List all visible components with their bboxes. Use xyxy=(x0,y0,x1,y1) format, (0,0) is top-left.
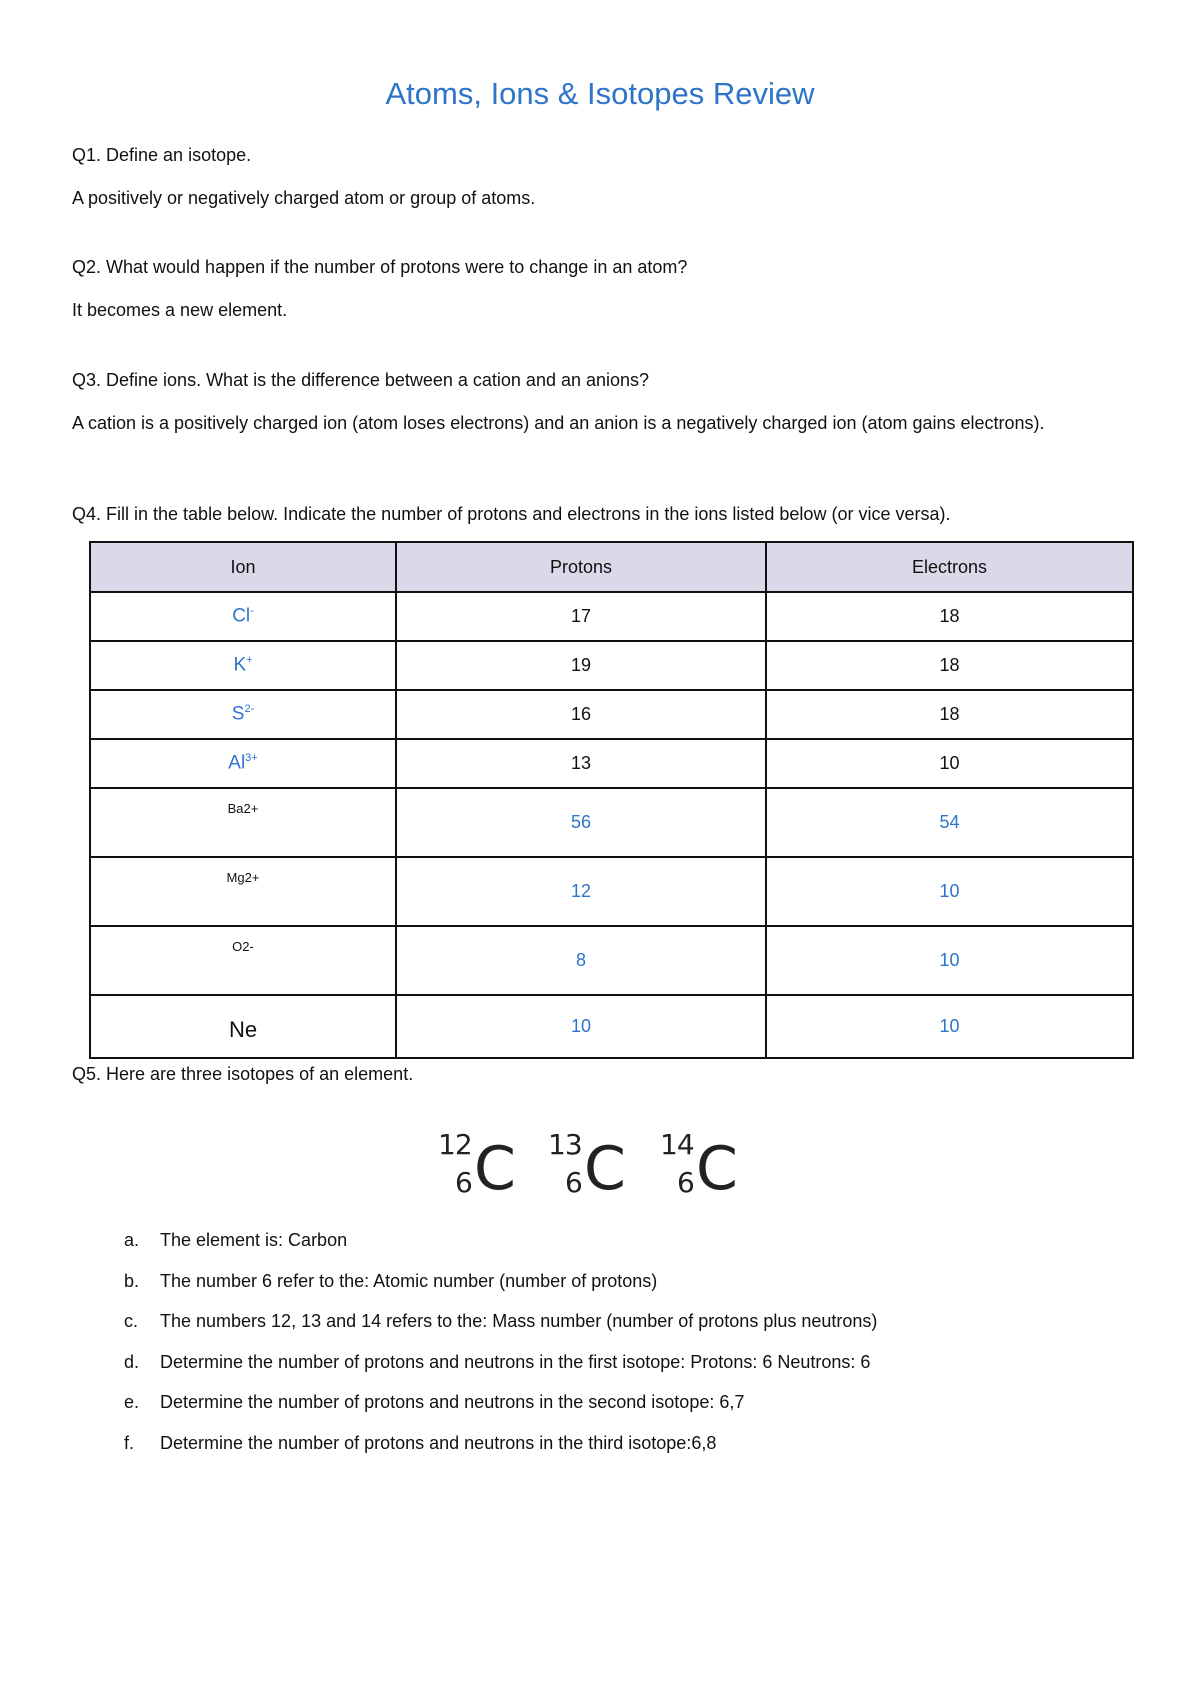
protons-cell: 19 xyxy=(396,641,766,690)
electrons-cell: 18 xyxy=(766,690,1133,739)
isotope-notation xyxy=(438,1128,768,1208)
isotope-carbon-12 xyxy=(438,1128,538,1208)
header-ion: Ion xyxy=(90,542,396,592)
table-row xyxy=(90,592,1133,641)
electrons-cell: 10 xyxy=(766,995,1133,1058)
ion-cell: $S^{2-}$ xyxy=(90,690,396,739)
table-row xyxy=(90,739,1133,788)
protons-cell: 17 xyxy=(396,592,766,641)
electrons-cell: 10 xyxy=(766,739,1133,788)
element-symbol: C xyxy=(584,1134,626,1204)
protons-cell: 8 xyxy=(396,926,766,995)
electrons-cell: 10 xyxy=(766,857,1133,926)
ion-cell: Ba2+ xyxy=(90,788,396,857)
element-symbol: C xyxy=(696,1134,738,1204)
ion-cell: O2- xyxy=(90,926,396,995)
ions-table xyxy=(89,541,1134,1059)
table-row xyxy=(90,857,1133,926)
list-item: e. Determine the number of protons and neutrons in the second isotope: 6,7 xyxy=(124,1392,745,1413)
q1-question: Q1. Define an isotope. xyxy=(72,145,252,165)
electrons-cell: 54 xyxy=(766,788,1133,857)
table-row xyxy=(90,995,1133,1058)
ion-cell: K+ xyxy=(90,641,396,690)
atomic-number: 6 xyxy=(677,1166,695,1199)
mass-number: 14 xyxy=(660,1128,694,1161)
list-item: d. Determine the number of protons and neutrons in the first isotope: Protons: 6 Neutrons: 6 xyxy=(124,1351,871,1372)
list-item: a. The element is: Carbon xyxy=(124,1230,348,1250)
q2-question: Q2. What would happen if the number of protons were to change in an atom? xyxy=(72,257,688,277)
q5-question: Q5. Here are three isotopes of an element. xyxy=(72,1064,414,1084)
header-electrons: Electrons xyxy=(766,542,1133,592)
protons-cell: 56 xyxy=(396,788,766,857)
table-row xyxy=(90,641,1133,690)
list-item: c. The numbers 12, 13 and 14 refers to the: Mass number (number of protons plus neutrons) xyxy=(124,1311,878,1332)
q5-parts-list xyxy=(124,1228,877,1472)
protons-cell: 16 xyxy=(396,690,766,739)
protons-cell: 13 xyxy=(396,739,766,788)
table-header-row xyxy=(90,542,1133,592)
isotope-carbon-14 xyxy=(660,1128,760,1208)
mass-number: 13 xyxy=(548,1128,582,1161)
list-item: b. The number 6 refer to the: Atomic number (number of protons) xyxy=(124,1270,658,1291)
q4-question: Q4. Fill in the table below. Indicate the number of protons and electrons in the ions listed below (or vice versa). xyxy=(72,504,951,524)
ion-cell: Cl- xyxy=(90,592,396,641)
table-row xyxy=(90,690,1133,739)
page-title: Atoms, Ions & Isotopes Review xyxy=(385,76,815,111)
atomic-number: 6 xyxy=(565,1166,583,1199)
isotope-carbon-13 xyxy=(548,1128,648,1208)
q3-question: Q3. Define ions. What is the difference between a cation and an anions? xyxy=(72,370,650,390)
protons-cell: 10 xyxy=(396,995,766,1058)
electrons-cell: 18 xyxy=(766,641,1133,690)
q1-answer: A positively or negatively charged atom or group of atoms. xyxy=(72,188,536,208)
mass-number: 12 xyxy=(438,1128,472,1161)
list-item: f. Determine the number of protons and neutrons in the third isotope:6,8 xyxy=(124,1432,717,1453)
ion-cell: $Al^{3+}$ xyxy=(90,739,396,788)
electrons-cell: 10 xyxy=(766,926,1133,995)
ion-cell: Mg2+ xyxy=(90,857,396,926)
atomic-number: 6 xyxy=(455,1166,473,1199)
element-symbol: C xyxy=(474,1134,516,1204)
electrons-cell: 18 xyxy=(766,592,1133,641)
table-row xyxy=(90,926,1133,995)
table-row xyxy=(90,788,1133,857)
header-protons: Protons xyxy=(396,542,766,592)
ion-cell: Ne xyxy=(90,995,396,1058)
q3-answer: A cation is a positively charged ion (atom loses electrons) and an anion is a negatively charged ion (atom gains electrons). xyxy=(72,413,1045,433)
protons-cell: 12 xyxy=(396,857,766,926)
q2-answer: It becomes a new element. xyxy=(72,300,288,320)
